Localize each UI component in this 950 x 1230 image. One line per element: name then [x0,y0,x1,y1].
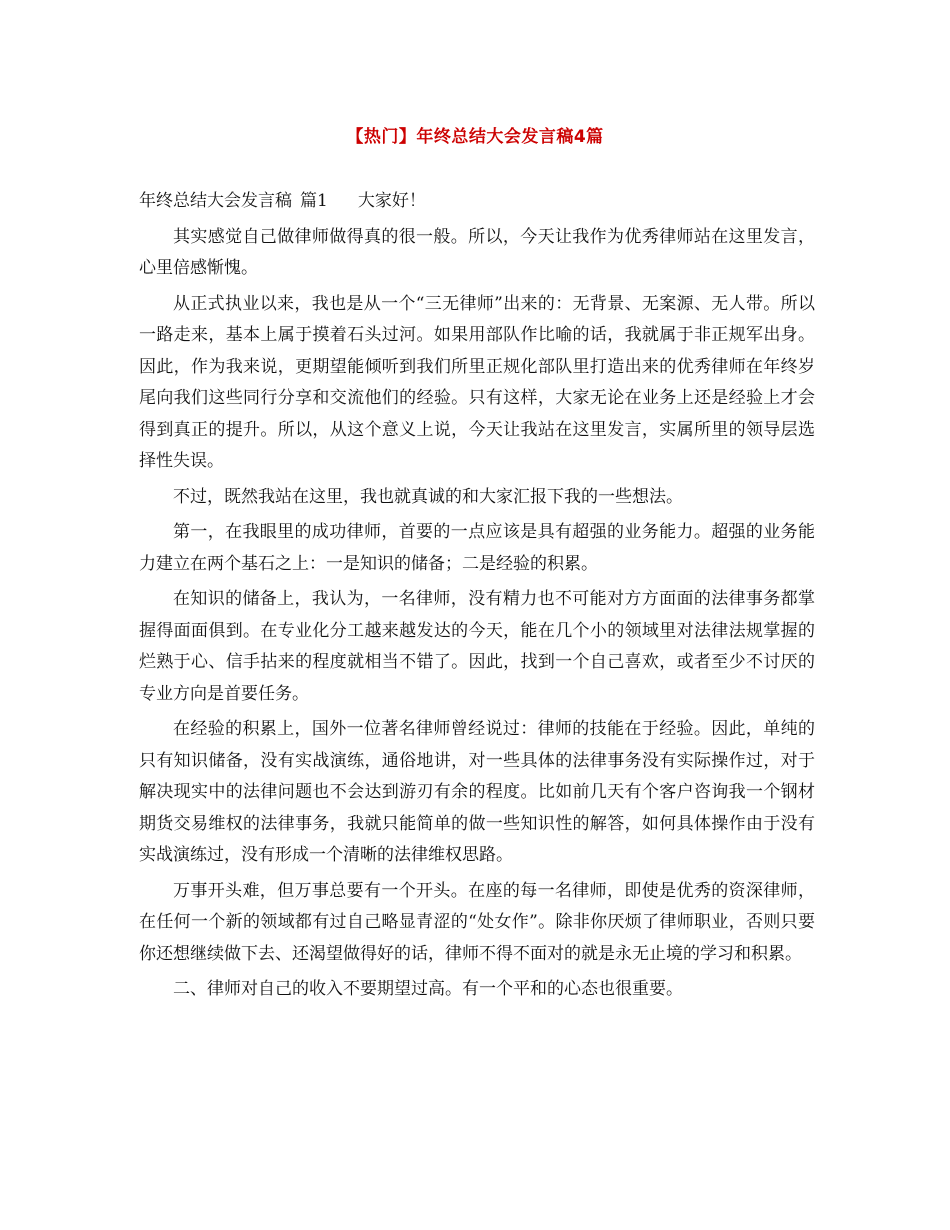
paragraph: 在知识的储备上，我认为，一名律师，没有精力也不可能对方方面面的法律事务都掌握得面面俱到。在专业化分工越来越发达的今天，能在几个小的领域里对法律法规掌握的烂熟于心、信手拈来的程度就相当不错了。因此，找到一个自己喜欢，或者至少不讨厌的专业方向是首要任务。 [139,589,815,704]
section-heading-line [139,186,815,218]
section-heading-label: 年终总结大会发言稿 [139,191,292,211]
paragraph: 万事开头难，但万事总要有一个开头。在座的每一名律师，即使是优秀的资深律师，在任何一个新的领域都有过自己略显青涩的“处女作”。除非你厌烦了律师职业，否则只要你还想继续做下去、还渴望做得好的话，律师不得不面对的就是永无止境的学习和积累。 [139,880,815,964]
section-heading-part: 篇1 [300,191,328,211]
paragraph: 在经验的积累上，国外一位著名律师曾经说过：律师的技能在于经验。因此，单纯的只有知识储备，没有实战演练，通俗地讲，对一些具体的法律事务没有实际操作过，对于解决现实中的法律问题也不会达到游刃有余的程度。比如前几天有个客户咨询我一个钢材期货交易维权的法律事务，我就只能简单的做一些知识性的解答，如何具体操作由于没有实战演练过，没有形成一个清晰的法律维权思路。 [139,719,815,865]
document-title: 【热门】年终总结大会发言稿4篇 [346,127,604,147]
greeting: 大家好！ [357,191,426,211]
paragraph: 不过，既然我站在这里，我也就真诚的和大家汇报下我的一些想法。 [173,486,683,507]
document-body [139,186,815,1010]
paragraph: 二、律师对自己的收入不要期望过高。有一个平和的心态也很重要。 [173,979,683,999]
paragraph: 从正式执业以来，我也是从一个“三无律师”出来的：无背景、无案源、无人带。所以一路走来，基本上属于摸着石头过河。如果用部队作比喻的话，我就属于非正规军出身。因此，作为我来说，更期望能倾听到我们所里正规化部队里打造出来的优秀律师在年终岁尾向我们这些同行分享和交流他们的经验。只有这样，大家无论在业务上还是经验上才会得到真正的提升。所以，从这个意义上说，今天让我站在这里发言，实属所里的领导层选择性失误。 [139,293,815,471]
paragraph: 其实感觉自己做律师做得真的很一般。所以，今天让我作为优秀律师站在这里发言，心里倍感惭愧。 [139,226,815,278]
paragraph: 第一，在我眼里的成功律师，首要的一点应该是具有超强的业务能力。超强的业务能力建立在两个基石之上：一是知识的储备；二是经验的积累。 [139,522,815,574]
